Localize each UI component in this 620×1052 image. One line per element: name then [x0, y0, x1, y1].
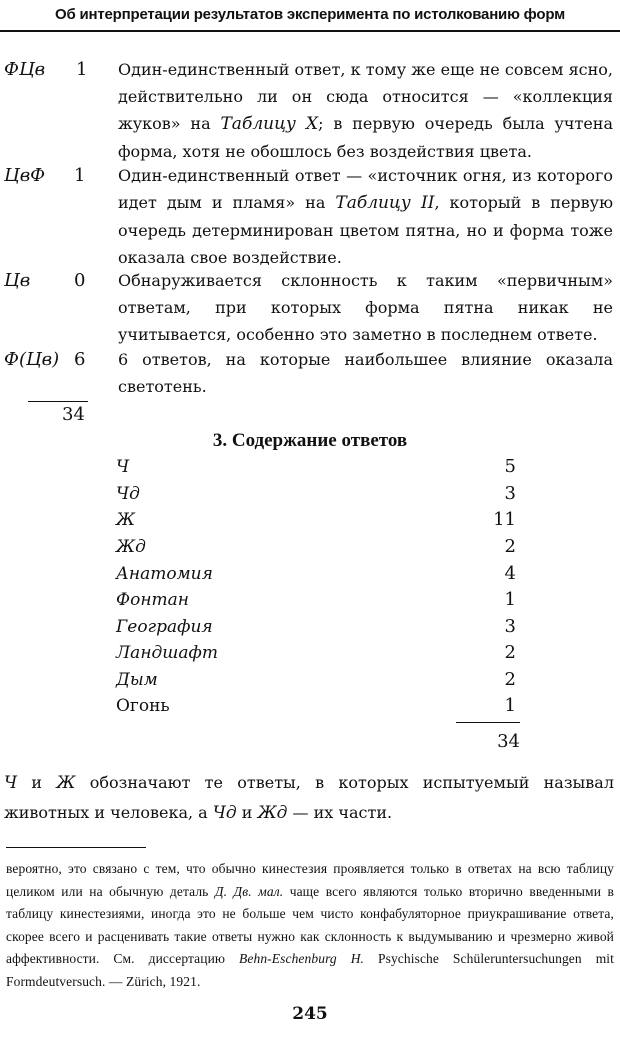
- content-value: 1: [504, 589, 516, 610]
- score-count: 0: [74, 270, 86, 291]
- score-code: Цв: [4, 270, 31, 291]
- score-description: Один-единственный ответ — «источник огня, из которого идет дым и пламя» на Таблицу II, который в первую очередь детерминирован цветом пятна, но и форма тоже оказала свое воздействие.: [118, 166, 614, 267]
- content-label: Жд: [116, 537, 146, 557]
- content-label: География: [116, 617, 213, 637]
- content-row: [0, 667, 620, 693]
- content-row: [0, 534, 620, 560]
- content-label: Фонтан: [116, 590, 189, 610]
- content-label: Дым: [116, 670, 158, 690]
- content-value: 2: [504, 536, 516, 557]
- explanation-paragraph: Ч и Ж обозначают те ответы, в которых испытуемый называл животных и человека, а Чд и Жд — их части.: [4, 773, 614, 823]
- content-row: [0, 640, 620, 666]
- content-label: Анатомия: [116, 564, 213, 584]
- content-value: 4: [504, 563, 516, 584]
- content-label: Ландшафт: [116, 643, 218, 663]
- score-count: 6: [74, 349, 86, 370]
- entries-total: 34: [62, 404, 85, 425]
- score-code: Ф(Цв): [4, 349, 60, 370]
- section-heading: 3. Содержание ответов: [212, 430, 408, 451]
- content-row: [0, 561, 620, 587]
- content-value: 2: [504, 642, 516, 663]
- score-code: ЦвФ: [4, 165, 46, 186]
- content-row: [0, 454, 620, 480]
- content-value: 11: [493, 509, 516, 530]
- score-code: ФЦв: [4, 59, 46, 80]
- content-total: 34: [497, 731, 520, 752]
- content-row: [0, 693, 620, 719]
- content-label: Ж: [116, 510, 136, 530]
- sum-rule: [28, 401, 88, 402]
- content-label: Огонь: [116, 696, 170, 716]
- content-row: [0, 614, 620, 640]
- content-value: 1: [504, 695, 516, 716]
- content-value: 2: [504, 669, 516, 690]
- content-value: 5: [504, 456, 516, 477]
- page-number: 245: [292, 1004, 328, 1024]
- score-count: 1: [74, 165, 86, 186]
- content-value: 3: [504, 483, 516, 504]
- footnote-divider: [6, 847, 146, 848]
- content-row: [0, 507, 620, 533]
- content-row: [0, 587, 620, 613]
- content-label: Ч: [116, 457, 130, 477]
- content-row: [0, 481, 620, 507]
- score-description: Один-единственный ответ, к тому же еще не совсем ясно, действительно ли он сюда относится — «коллекция жуков» на Таблицу X; в первую очередь была учтена форма, хотя не обошлось без воздействия цвета.: [118, 60, 614, 161]
- score-description: 6 ответов, на которые наибольшее влияние оказала светотень.: [118, 350, 613, 396]
- content-value: 3: [504, 616, 516, 637]
- footnote: вероятно, это связано с тем, что обычно кинестезия проявляется только в ответах на всю таблицу целиком или на обычную деталь Д. Дв. мал. чаще всего являются только вторично введенными в таблицу кинестезиями, иногда это не больше чем чисто конфабуляторное приукрашивание ответа, скорее всего и расценивать такие ответы нужно как склонность к выдумыванию и чрезмерно живой аффективности. См. диссертацию Behn-Eschenburg H. Psychische Schüleruntersuchungen mit Formdeutversuch. — Zürich, 1921.: [6, 861, 614, 989]
- score-count: 1: [76, 59, 88, 80]
- score-description: Обнаруживается склонность к таким «первичным» ответам, при которых форма пятна никак не учитывается, особенно это заметно в последнем ответе.: [118, 271, 613, 344]
- content-label: Чд: [116, 484, 140, 504]
- sum-rule: [456, 722, 520, 723]
- running-header: Об интерпретации результатов эксперимента по истолкованию форм: [0, 0, 620, 32]
